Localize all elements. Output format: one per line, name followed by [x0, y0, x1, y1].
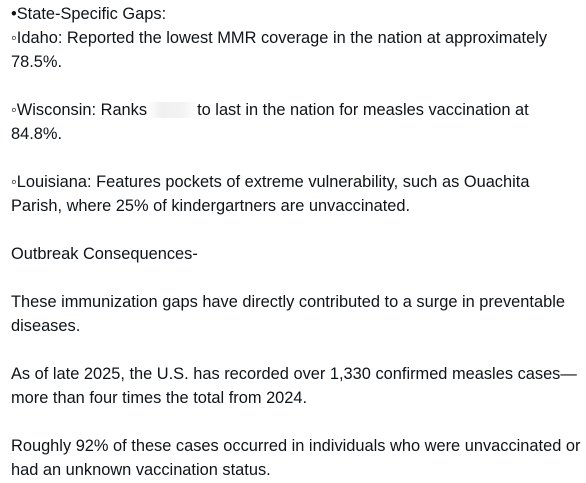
post-text-body: [11, 2, 581, 482]
state-gaps-heading: •State-Specific Gaps:: [11, 5, 167, 23]
gaps-paragraph: These immunization gaps have directly contributed to a surge in preventable diseases.: [11, 293, 565, 335]
cases-paragraph: As of late 2025, the U.S. has recorded over 1,330 confirmed measles cases—more than four times the total from 2024.: [11, 365, 577, 407]
wisconsin-bullet: [11, 98, 581, 146]
spacer: [11, 218, 581, 242]
wisconsin-bullet-start: ◦Wisconsin: Ranks: [11, 101, 148, 119]
unvaccinated-paragraph: Roughly 92% of these cases occurred in individuals who were unvaccinated or had an unknown vaccination status.: [11, 437, 581, 479]
idaho-bullet: ◦Idaho: Reported the lowest MMR coverage in the nation at approximately 78.5%.: [11, 29, 548, 71]
spacer: [11, 146, 581, 170]
spacer: [11, 266, 581, 290]
spacer: [11, 410, 581, 434]
redacted-text-blur: [147, 102, 197, 118]
spacer: [11, 338, 581, 362]
louisiana-bullet: ◦Louisiana: Features pockets of extreme vulnerability, such as Ouachita Parish, where 25% of kindergartners are unvaccinated.: [11, 173, 530, 215]
outbreak-heading: Outbreak Consequences-: [11, 245, 198, 263]
wisconsin-bullet-end: to last in the nation for measles vaccination at 84.8%.: [11, 101, 529, 143]
spacer: [11, 74, 581, 98]
